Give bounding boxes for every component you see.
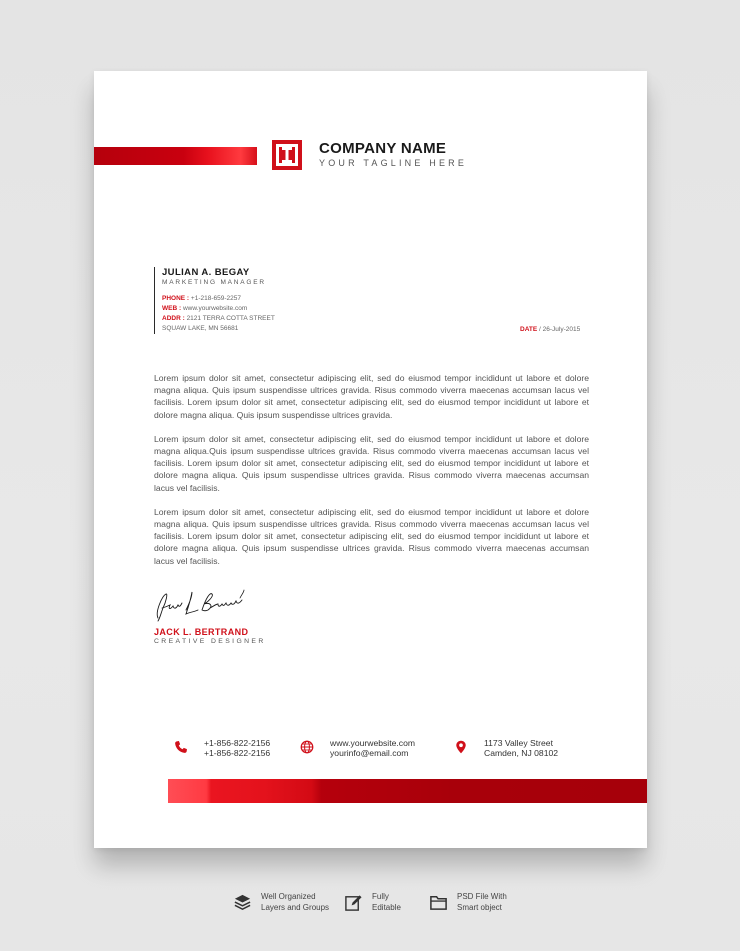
footer-website: www.yourwebsite.com xyxy=(330,738,416,748)
feature-editable xyxy=(372,891,401,913)
footer-phone xyxy=(204,738,270,758)
sender-addr-line1: 2121 TERRA COTTA STREET xyxy=(186,315,275,322)
sender-phone-row xyxy=(162,294,322,304)
signer-name: JACK L. BERTRAND xyxy=(154,627,249,637)
addr-label: ADDR : xyxy=(162,315,185,322)
sender-addr-line2: SQUAW LAKE, MN 56681 xyxy=(162,325,239,332)
sender-web-row xyxy=(162,304,322,314)
phone-label: PHONE : xyxy=(162,295,190,302)
feature-editable-line1: Fully xyxy=(372,892,389,901)
feature-layers xyxy=(261,891,329,913)
location-pin-icon xyxy=(454,740,468,754)
web-label: WEB : xyxy=(162,305,182,312)
footer-address-line2: Camden, NJ 08102 xyxy=(484,748,559,758)
footer-web xyxy=(330,738,415,758)
sender-block xyxy=(154,267,322,334)
sender-web: www.yourwebsite.com xyxy=(182,305,248,312)
top-accent-bar xyxy=(94,147,257,165)
feature-layers-line2: Layers and Groups xyxy=(261,903,330,912)
folder-icon xyxy=(429,893,448,912)
sender-phone: +1-218-659-2257 xyxy=(190,295,241,302)
handwritten-signature xyxy=(152,588,252,624)
sender-contacts xyxy=(162,294,322,334)
feature-psd-line2: Smart object xyxy=(457,903,502,912)
company-tagline: YOUR TAGLINE HERE xyxy=(319,158,468,168)
date-line xyxy=(520,326,580,333)
layers-icon xyxy=(233,893,252,912)
date-label: DATE xyxy=(520,326,538,333)
signer-title: CREATIVE DESIGNER xyxy=(154,638,266,645)
sender-title: MARKETING MANAGER xyxy=(162,279,266,286)
letter-body xyxy=(154,372,589,579)
footer-address xyxy=(484,738,558,758)
sender-name: JULIAN A. BEGAY xyxy=(162,267,250,278)
bottom-accent-bar xyxy=(168,779,647,803)
logo-mark-icon xyxy=(272,140,302,170)
date-value: / 26-July-2015 xyxy=(539,326,581,333)
body-paragraph-3: Lorem ipsum dolor sit amet, consectetur adipiscing elit, sed do eiusmod tempor incididunt ut labore et dolore magna aliqua. Quis ipsum suspendisse ultrices gravida. Risus commodo viverra maecenas accumsan lacus vel facilisis. Lorem ipsum dolor sit amet, consectetur adipiscing elit, sed do eiusmod tempor incididunt ut labore et dolore magna aliqua. Quis ipsum suspendisse ultrices gravida. Risus commodo viverra maecenas accumsan lacus vel facilisis. xyxy=(154,506,589,566)
footer-phone-2: +1-856-822-2156 xyxy=(204,748,271,758)
footer-email: yourinfo@email.com xyxy=(330,748,409,758)
body-paragraph-1: Lorem ipsum dolor sit amet, consectetur adipiscing elit, sed do eiusmod tempor incididunt ut labore et dolore magna aliqua. Quis ipsum suspendisse ultrices gravida. Risus commodo viverra maecenas accumsan lacus vel facilisis. Lorem ipsum dolor sit amet, consectetur adipiscing elit, sed do eiusmod tempor incididunt ut labore et dolore magna aliqua. Quis ipsum suspendisse ultrices gravida. xyxy=(154,373,589,420)
feature-psd xyxy=(457,891,507,913)
phone-icon xyxy=(174,740,188,754)
feature-layers-line1: Well Organized xyxy=(261,892,316,901)
feature-psd-line1: PSD File With xyxy=(457,892,507,901)
company-name: COMPANY NAME xyxy=(319,140,447,157)
body-paragraph-2: Lorem ipsum dolor sit amet, consectetur adipiscing elit, sed do eiusmod tempor incididunt ut labore et dolore magna aliqua.Quis ipsum suspendisse ultrices gravida. Risus commodo viverra maecenas accumsan lacus vel facilisis. Lorem ipsum dolor sit amet, consectetur adipiscing elit, sed do eiusmod tempor incididunt ut labore et dolore magna aliqua. Quis ipsum suspendisse ultrices gravida. Risus commodo viverra maecenas accumsan lacus vel facilisis. xyxy=(154,433,589,493)
letterhead-page xyxy=(94,71,647,848)
sender-addr-row xyxy=(162,314,322,324)
globe-icon xyxy=(300,740,314,754)
footer-phone-1: +1-856-822-2156 xyxy=(204,738,271,748)
edit-icon xyxy=(344,893,363,912)
footer-address-line1: 1173 Valley Street xyxy=(484,738,553,748)
feature-editable-line2: Editable xyxy=(372,903,401,912)
